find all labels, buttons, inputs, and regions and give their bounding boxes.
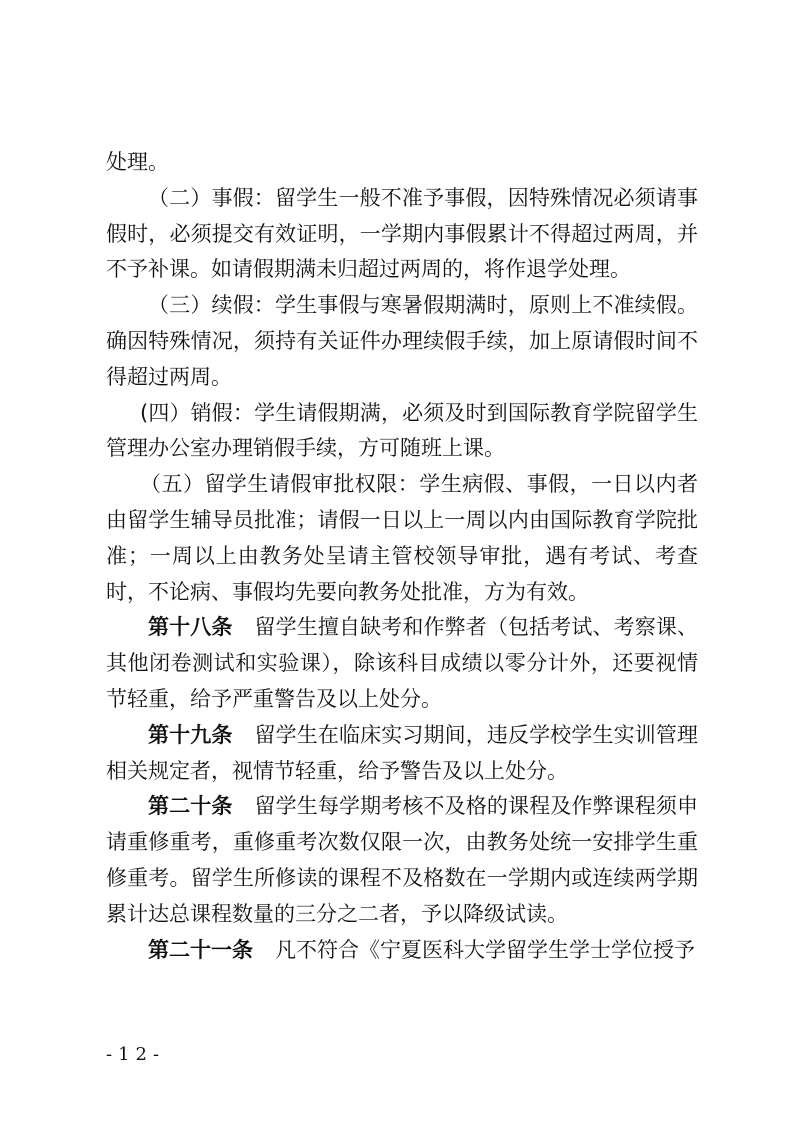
paragraph-leave-cancellation: (四）销假：学生请假期满，必须及时到国际教育学院留学生管理办公室办理销假手续，方可随班上课。 xyxy=(106,400,698,461)
paragraph-personal-leave: （二）事假：留学生一般不准予事假，因特殊情况必须请事假时，必须提交有效证明，一学期内事假累计不得超过两周，并不予补课。如请假期满未归超过两周的，将作退学处理。 xyxy=(106,185,698,282)
article-20 xyxy=(106,789,698,932)
article-19 xyxy=(106,718,698,790)
article-21-text: 凡不符合《宁夏医科大学留学生学士学位授予 xyxy=(275,937,695,962)
body-text xyxy=(106,145,698,968)
article-18-number: 第十八条 xyxy=(148,615,233,640)
article-19-text: 留学生在临床实习期间，违反学校学生实训管理相关规定者，视情节轻重，给予警告及以上处分。 xyxy=(106,722,698,783)
article-20-number: 第二十条 xyxy=(148,794,233,819)
article-19-number: 第十九条 xyxy=(148,722,233,747)
article-21-number: 第二十一条 xyxy=(148,937,253,962)
paragraph-continuation: 处理。 xyxy=(106,150,169,174)
article-21 xyxy=(106,933,698,969)
paragraph-leave-approval: （五）留学生请假审批权限：学生病假、事假，一日以内者由留学生辅导员批准；请假一日以上一周以内由国际教育学院批准；一周以上由教务处呈请主管校领导审批，遇有考试、考查时，不论病、事假均先要向教务处批准，方为有效。 xyxy=(106,472,698,604)
article-18-text: 留学生擅自缺考和作弊者（包括考试、考察课、其他闭卷测试和实验课），除该科目成绩以零分计外，还要视情节轻重，给予严重警告及以上处分。 xyxy=(106,615,698,711)
paragraph-leave-extension: （三）续假：学生事假与寒暑假期满时，原则上不准续假。确因特殊情况，须持有关证件办理续假手续，加上原请假时间不得超过两周。 xyxy=(106,293,698,389)
page-number: -12- xyxy=(106,1044,166,1065)
article-18 xyxy=(106,610,698,717)
article-20-text: 留学生每学期考核不及格的课程及作弊课程须申请重修重考，重修重考次数仅限一次，由教务处统一安排学生重修重考。留学生所修读的课程不及格数在一学期内或连续两学期累计达总课程数量的三分之二者，予以降级试读。 xyxy=(106,794,698,926)
